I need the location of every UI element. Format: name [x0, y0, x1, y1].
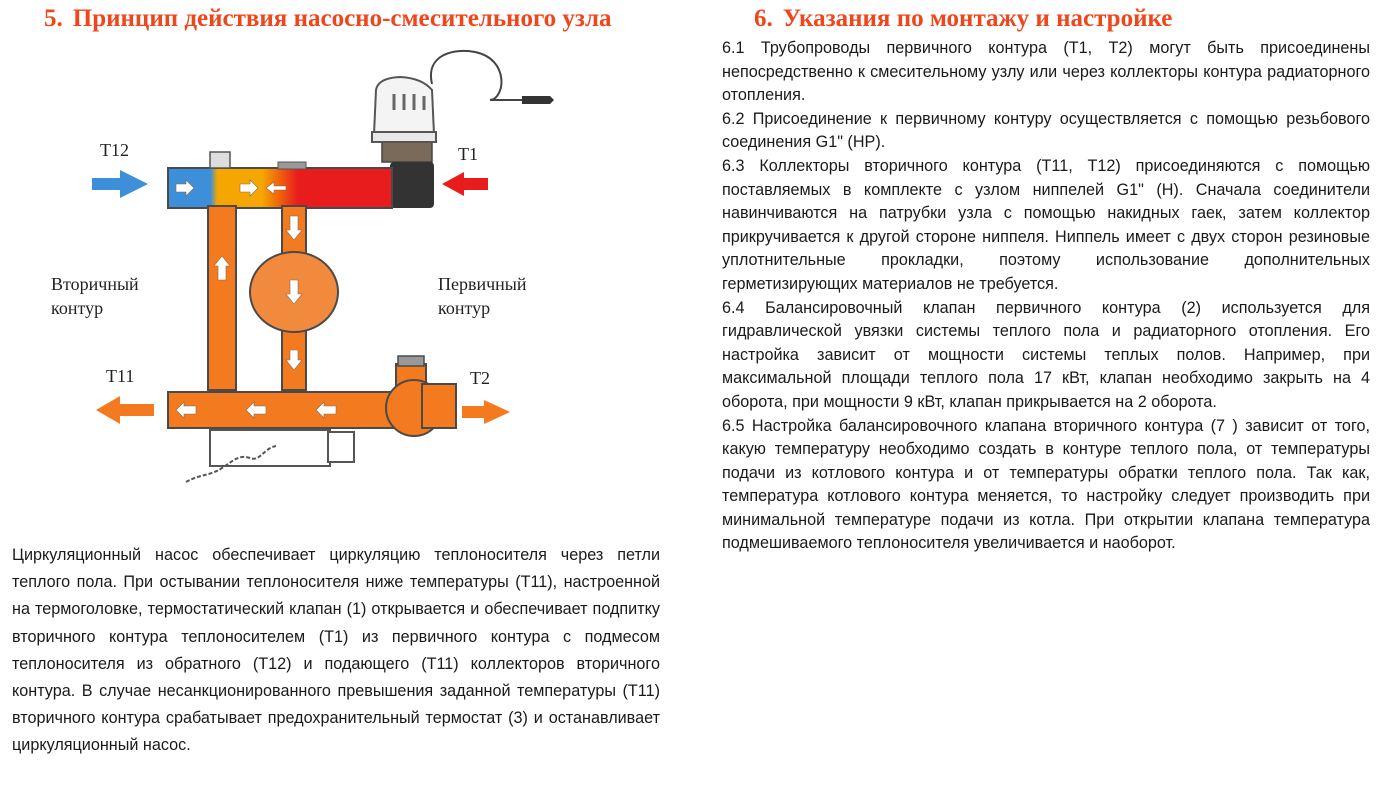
section-6-heading	[754, 4, 1172, 34]
t1-inlet-arrow	[442, 172, 488, 196]
temperature-sensor	[522, 96, 554, 104]
air-vent-icon	[210, 152, 230, 168]
capillary-tube	[431, 51, 540, 100]
t11-outlet-arrow	[96, 396, 154, 424]
instruction-6-5: 6.5 Настройка балансировочного клапана вторичного контура (7 ) зависит от того, какую температуру необходимо создать в контуре теплого пола, от температуры подачи из котлового контура и от температуры обратки теплого пола. Так как, температура котлового контура меняется, то настройку следует производить при минимальной температуре подачи из котла. При открытии клапана температура подмешиваемого теплоносителя увеличивается и наоборот.	[722, 416, 1370, 553]
thermostatic-head	[372, 77, 436, 162]
thermostatic-valve-body	[390, 162, 434, 208]
instruction-6-1: 6.1 Трубопроводы первичного контура (Т1, Т2) могут быть присоединены непосредственно к смесительному узлу или через коллекторы контура радиаторного отопления.	[722, 39, 1370, 105]
section-6-body	[722, 37, 1370, 556]
label-primary-circuit-line2: контур	[438, 298, 491, 318]
label-secondary-circuit-line1: Вторичный	[51, 274, 139, 294]
fitting-icon	[278, 162, 306, 169]
label-t2: T2	[470, 368, 490, 388]
t2-outlet-arrow	[462, 400, 510, 424]
instruction-6-2: 6.2 Присоединение к первичному контуру осуществляется с помощью резьбового соединения G1" (НР).	[722, 109, 1370, 152]
section-5-number: 5.	[44, 5, 63, 32]
label-t11: T11	[106, 366, 135, 386]
instruction-6-4: 6.4 Балансировочный клапан первичного контура (2) используется для гидравлической увязки системы теплого пола и радиаторного отопления. Его настройка зависит от мощности системы теплых полов. Например, при максимальной площади теплого пола 17 кВт, клапан необходимо закрыть на 4 оборота, при мощности 9 кВт, клапан прикрывается на 2 оборота.	[722, 298, 1370, 411]
label-primary-circuit-line1: Первичный	[438, 274, 527, 294]
section-5-title: Принцип действия насосно-смесительного узла	[72, 5, 612, 32]
section-5-heading	[44, 4, 612, 34]
pump-mixing-unit-diagram	[51, 44, 580, 499]
section-5-body: Циркуляционный насос обеспечивает циркуляцию теплоносителя через петли теплого пола. При остывании теплоносителя ниже температуры (Т11), настроенной на термоголовке, термостатический клапан (1) открывается и обеспечивает подпитку вторичного контура теплоносителем (Т1) из первичного контура с подмесом теплоносителя из обратного (Т12) и подающего (Т11) коллекторов вторичного контура. В случае несанкционированного превышения заданной температуры (Т11) вторичного контура срабатывает предохранительный термостат (3) и останавливает циркуляционный насос.	[12, 546, 660, 755]
section-6-title: Указания по монтажу и настройке	[782, 5, 1173, 32]
instruction-6-3: 6.3 Коллекторы вторичного контура (Т11, Т12) присоединяются с помощью поставляемых в комплекте с узлом ниппелей G1" (Н). Сначала соединители навинчиваются на патрубки узла с помощью накидных гаек, затем коллектор прикручивается к другой стороне ниппеля. Ниппель имеет с двух сторон резиновые уплотнительные прокладки, поэтому использование дополнительных герметизирующих материалов не требуется.	[722, 156, 1370, 293]
label-secondary-circuit-line2: контур	[51, 298, 104, 318]
label-t12: T12	[100, 140, 129, 160]
safety-thermostat	[186, 430, 354, 482]
secondary-vertical-pipe	[208, 206, 236, 390]
section-6-number: 6.	[754, 5, 773, 32]
label-t1: T1	[458, 144, 478, 164]
balancing-valve	[386, 356, 456, 436]
t12-inlet-arrow	[92, 170, 148, 198]
